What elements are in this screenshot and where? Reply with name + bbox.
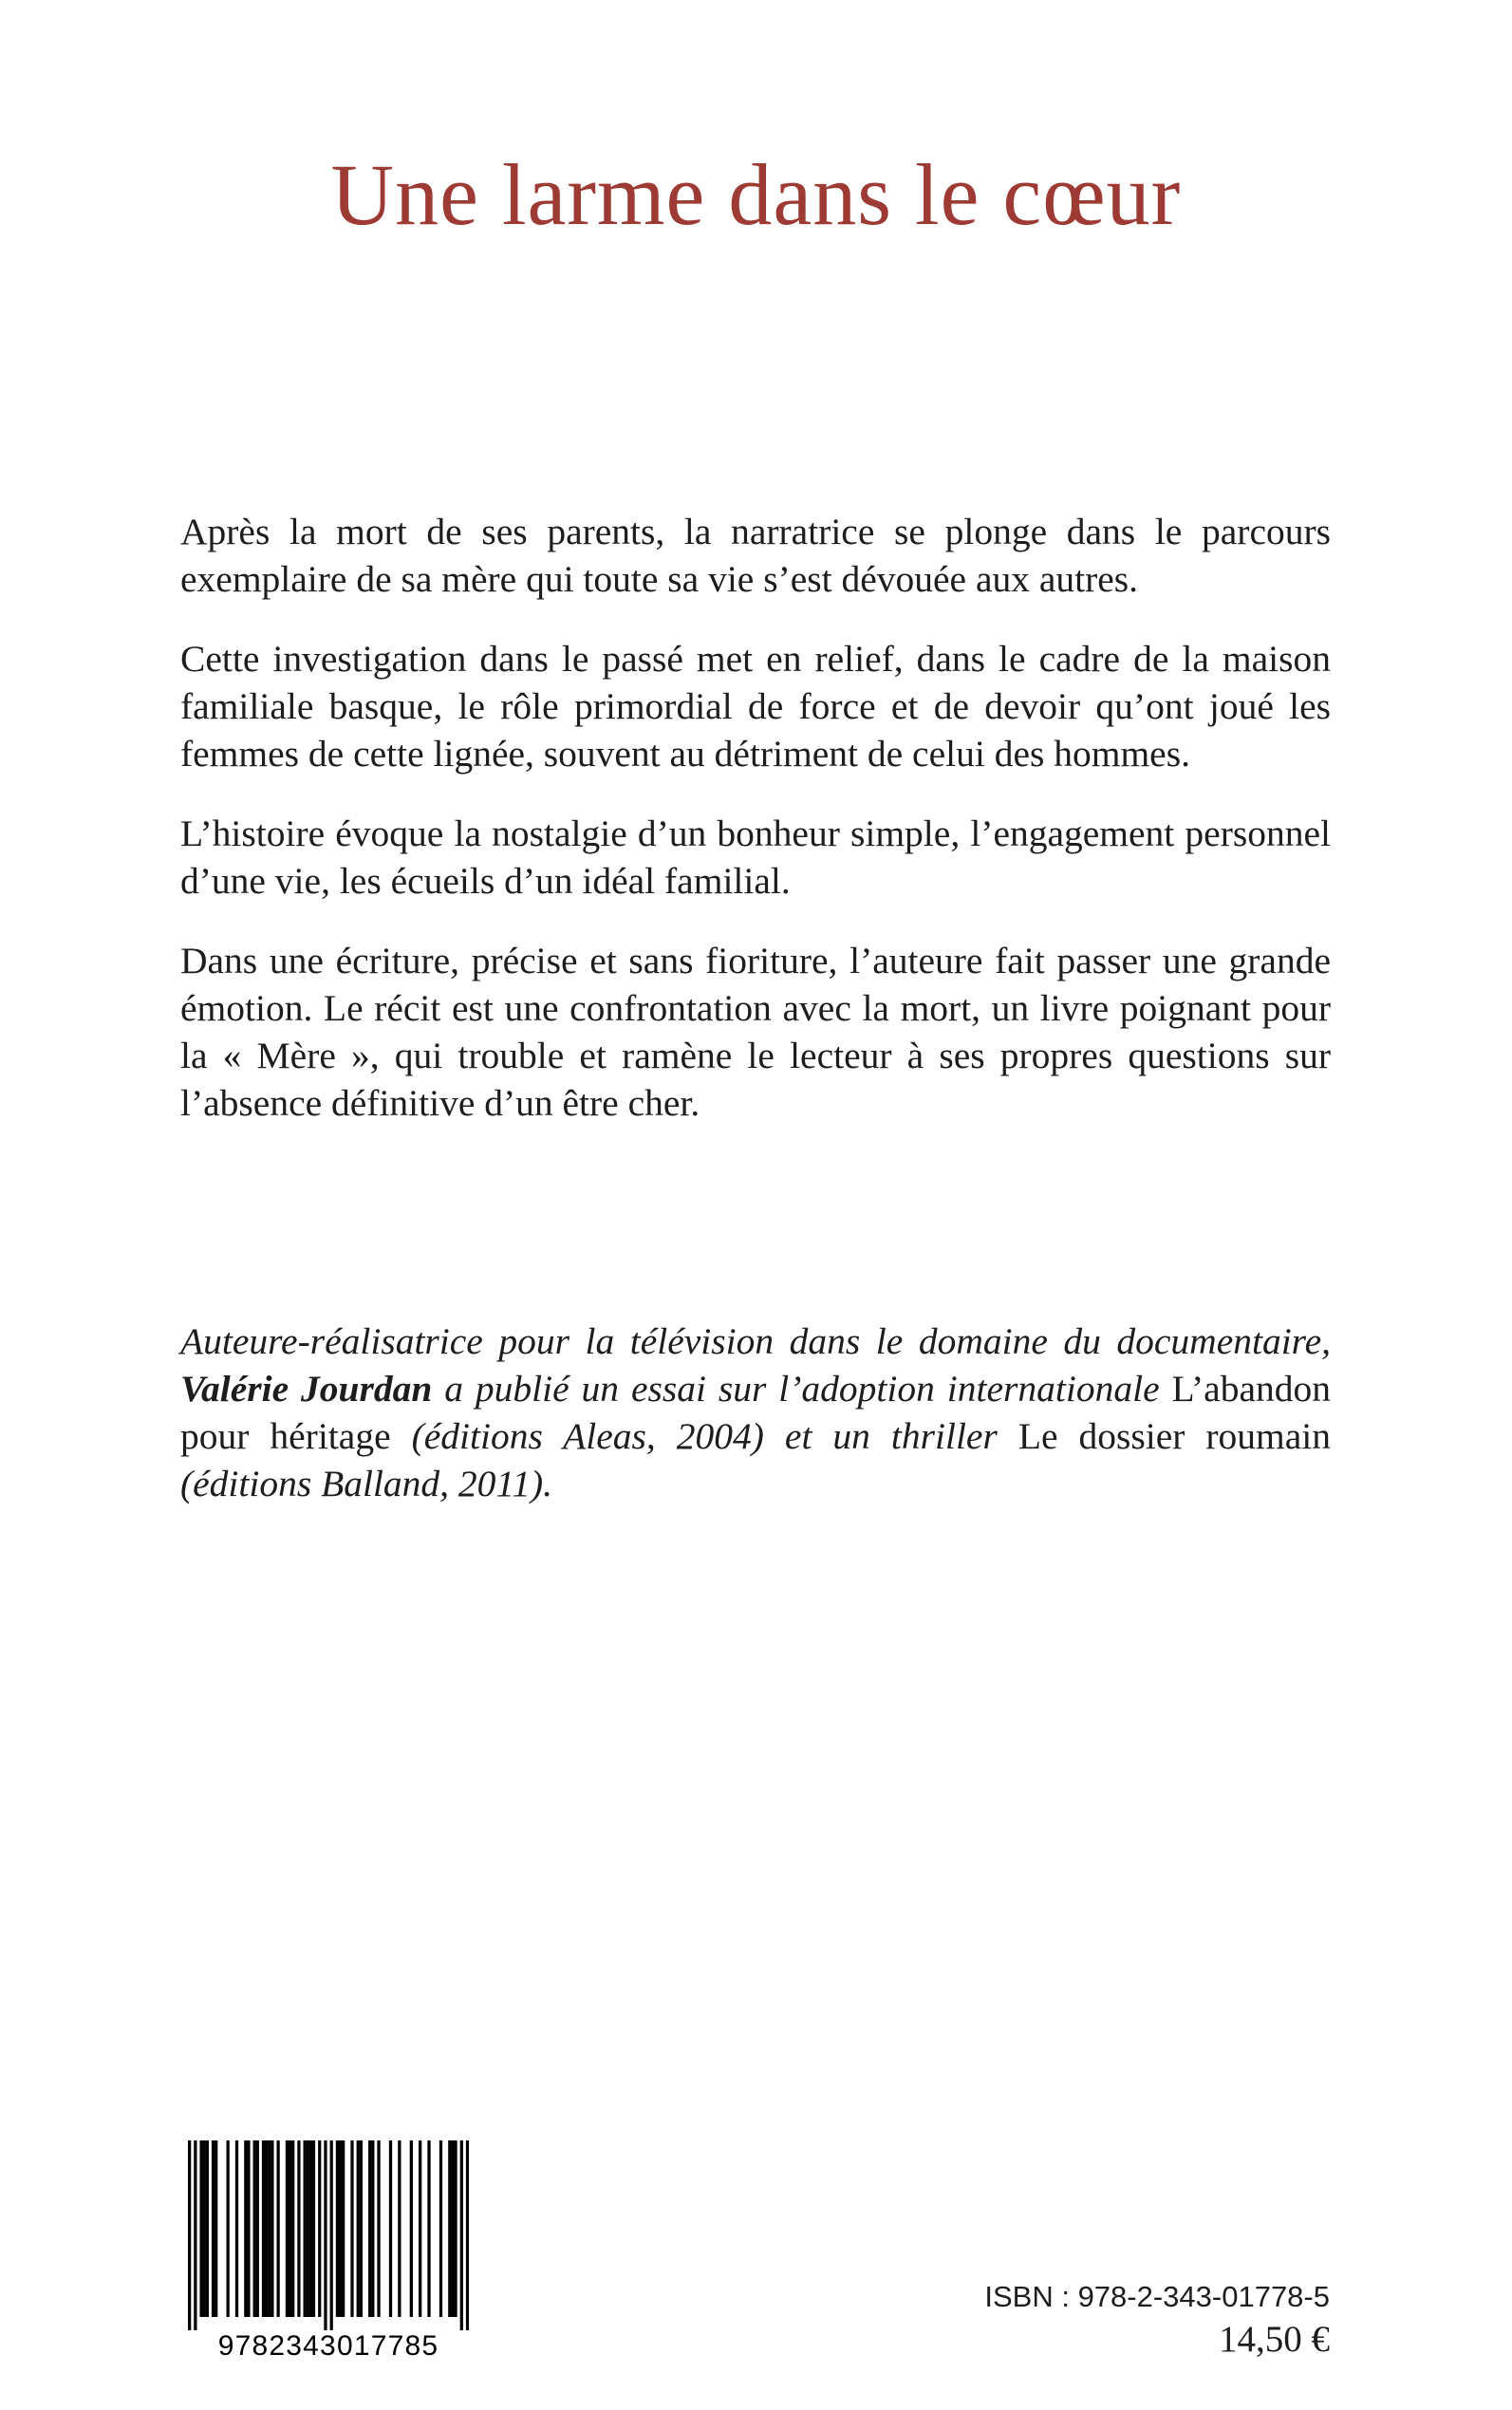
barcode-bar	[244, 2140, 247, 2317]
barcode-bar	[336, 2140, 339, 2317]
barcode-bar	[203, 2140, 206, 2317]
barcode-bar	[286, 2140, 289, 2317]
barcode-bar	[206, 2140, 209, 2317]
blurb-paragraph: Dans une écriture, précise et sans fioriture, l’auteure fait passer une grande émotion. Le récit est une confrontation avec la mort, un livre poignant pour la « Mère », qui trouble et ramène le lecteur à ses propres questions sur l’absence définitive d’un être cher.	[180, 940, 1331, 1124]
book-1-publisher: (éditions Aleas, 2004)	[411, 1415, 764, 1457]
barcode-bar	[389, 2140, 392, 2317]
barcode-bar	[312, 2140, 315, 2317]
barcode	[188, 2140, 469, 2363]
barcode-bar	[271, 2140, 273, 2317]
barcode-bar	[235, 2140, 238, 2317]
barcode-digits: 9782343017785	[217, 2330, 439, 2362]
barcode-guard-bar	[466, 2140, 469, 2330]
barcode-bar	[256, 2140, 259, 2317]
isbn: ISBN : 978-2-343-01778-5	[984, 2280, 1330, 2313]
barcode-bar	[253, 2140, 256, 2317]
barcode-guard-bar	[460, 2140, 463, 2330]
barcode-guard-bar	[324, 2140, 327, 2330]
book-title: Une larme dans le cœur	[330, 146, 1182, 243]
barcode-bar	[247, 2140, 250, 2317]
barcode-bar	[350, 2140, 353, 2317]
barcode-bar	[265, 2140, 268, 2317]
bio-intro: Auteure-réalisatrice pour la télévision dans le domaine du documentaire,	[180, 1320, 1331, 1362]
barcode-bar	[342, 2140, 345, 2317]
barcode-bar	[199, 2140, 202, 2317]
book-title-2: Le dossier roumain	[1017, 1415, 1332, 1457]
barcode-bar	[227, 2140, 230, 2317]
barcode-bar	[371, 2140, 374, 2317]
barcode-bar	[291, 2140, 294, 2317]
author-bio	[180, 1317, 1331, 1507]
barcode-bar	[398, 2140, 401, 2317]
price: 14,50 €	[1219, 2319, 1330, 2360]
barcode-bar	[454, 2140, 457, 2317]
bio-mid: a publié un essai sur l’adoption internationale	[444, 1368, 1160, 1410]
author-name: Valérie Jourdan	[180, 1368, 433, 1410]
blurb-paragraph: Après la mort de ses parents, la narratrice se plonge dans le parcours exemplaire de sa mère qui toute sa vie s’est dévouée aux autres.	[180, 511, 1331, 600]
book-title-1: L’abandon pour héritage	[180, 1368, 1332, 1457]
book-2-publisher: (éditions Balland, 2011).	[180, 1463, 553, 1504]
barcode-bar	[427, 2140, 430, 2317]
barcode-bars	[188, 2140, 469, 2330]
blurb-paragraph: L’histoire évoque la nostalgie d’un bonheur simple, l’engagement personnel d’une vie, les écueils d’un idéal familial.	[180, 813, 1331, 902]
barcode-guard-bar	[330, 2140, 333, 2330]
barcode-bar	[419, 2140, 421, 2317]
barcode-bar	[268, 2140, 271, 2317]
barcode-bar	[439, 2140, 442, 2317]
barcode-bar	[377, 2140, 380, 2317]
barcode-bar	[451, 2140, 454, 2317]
barcode-bar	[448, 2140, 451, 2317]
barcode-bar	[318, 2140, 321, 2317]
barcode-guard-bar	[188, 2140, 191, 2330]
back-cover-blurb	[180, 508, 1331, 1159]
barcode-bar	[360, 2140, 363, 2317]
barcode-bar	[276, 2140, 279, 2317]
blurb-paragraph: Cette investigation dans le passé met en relief, dans le cadre de la maison familiale basque, le rôle primordial de force et de devoir qu’ont joué les femmes de cette lignée, souvent au détriment de celui des hommes.	[180, 638, 1331, 775]
barcode-bar	[215, 2140, 217, 2317]
barcode-bar	[212, 2140, 215, 2317]
bio-and: et un thriller	[784, 1415, 998, 1457]
barcode-bar	[339, 2140, 342, 2317]
barcode-bar	[357, 2140, 360, 2317]
barcode-guard-bar	[194, 2140, 196, 2330]
barcode-bar	[297, 2140, 300, 2317]
barcode-bar	[368, 2140, 371, 2317]
barcode-bar	[309, 2140, 312, 2317]
barcode-bar	[289, 2140, 291, 2317]
barcode-bar	[410, 2140, 413, 2317]
barcode-bar	[307, 2140, 309, 2317]
barcode-bar	[304, 2140, 307, 2317]
barcode-bar	[262, 2140, 265, 2317]
